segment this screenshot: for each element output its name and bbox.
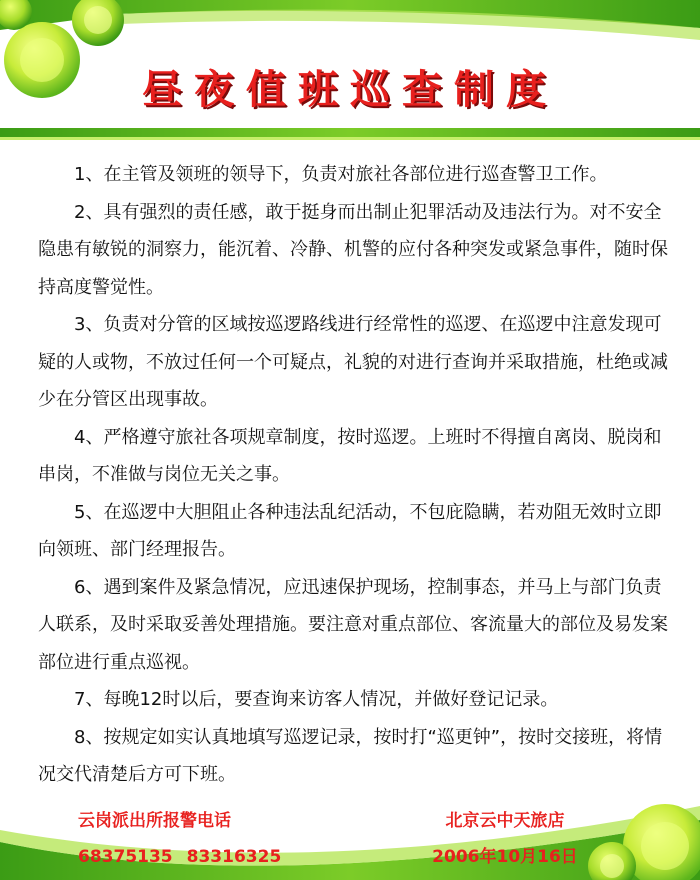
rules-list [38, 156, 668, 794]
rule-item: 8、按规定如实认真地填写巡逻记录，按时打“巡更钟”，按时交接班，将情况交代清楚后方可下班。 [38, 726, 663, 785]
police-phone-numbers [78, 842, 318, 872]
rule-item: 6、遇到案件及紧急情况，应迅速保护现场，控制事态，并马上与部门负责人联系，及时采取妥善处理措施。要注意对重点部位、客流量大的部位及易发案部位进行重点巡视。 [38, 576, 668, 673]
phone-number: 68375135 [78, 847, 173, 867]
hotel-name: 北京云中天旅店 [445, 811, 565, 831]
rule-item: 3、负责对分管的区域按巡逻路线进行经常性的巡逻、在巡逻中注意发现可疑的人或物，不放过任何一个可疑点，礼貌的对进行查询并采取措施，杜绝或减少在分管区出现事故。 [38, 314, 668, 410]
title-divider-band [0, 128, 700, 140]
rule-item: 2、具有强烈的责任感，敢于挺身而出制止犯罪活动及违法行为。对不安全隐患有敏锐的洞察力，能沉着、冷静、机警的应付各种突发或紧急事件，随时保持高度警觉性。 [38, 201, 668, 298]
rule-item: 4、严格遵守旅社各项规章制度，按时巡逻。上班时不得擅自离岗、脱岗和串岗，不准做与岗位无关之事。 [38, 426, 662, 485]
rule-item: 1、在主管及领班的领导下，负责对旅社各部位进行巡查警卫工作。 [74, 164, 608, 185]
police-phone-label: 云岗派出所报警电话 [78, 811, 231, 831]
rule-item: 5、在巡逻中大胆阻止各种违法乱纪活动，不包庇隐瞒，若劝阻无效时立即向领班、部门经理报告。 [38, 501, 662, 560]
hotel-signature [405, 806, 605, 872]
rule-item: 7、每晚12时以后，要查询来访客人情况，并做好登记记录。 [74, 689, 559, 710]
page-title: 昼夜值班巡查制度 [142, 67, 558, 113]
phone-number: 83316325 [186, 847, 282, 867]
police-contact [78, 806, 318, 872]
issue-date: 2006年10月16日 [432, 847, 578, 867]
